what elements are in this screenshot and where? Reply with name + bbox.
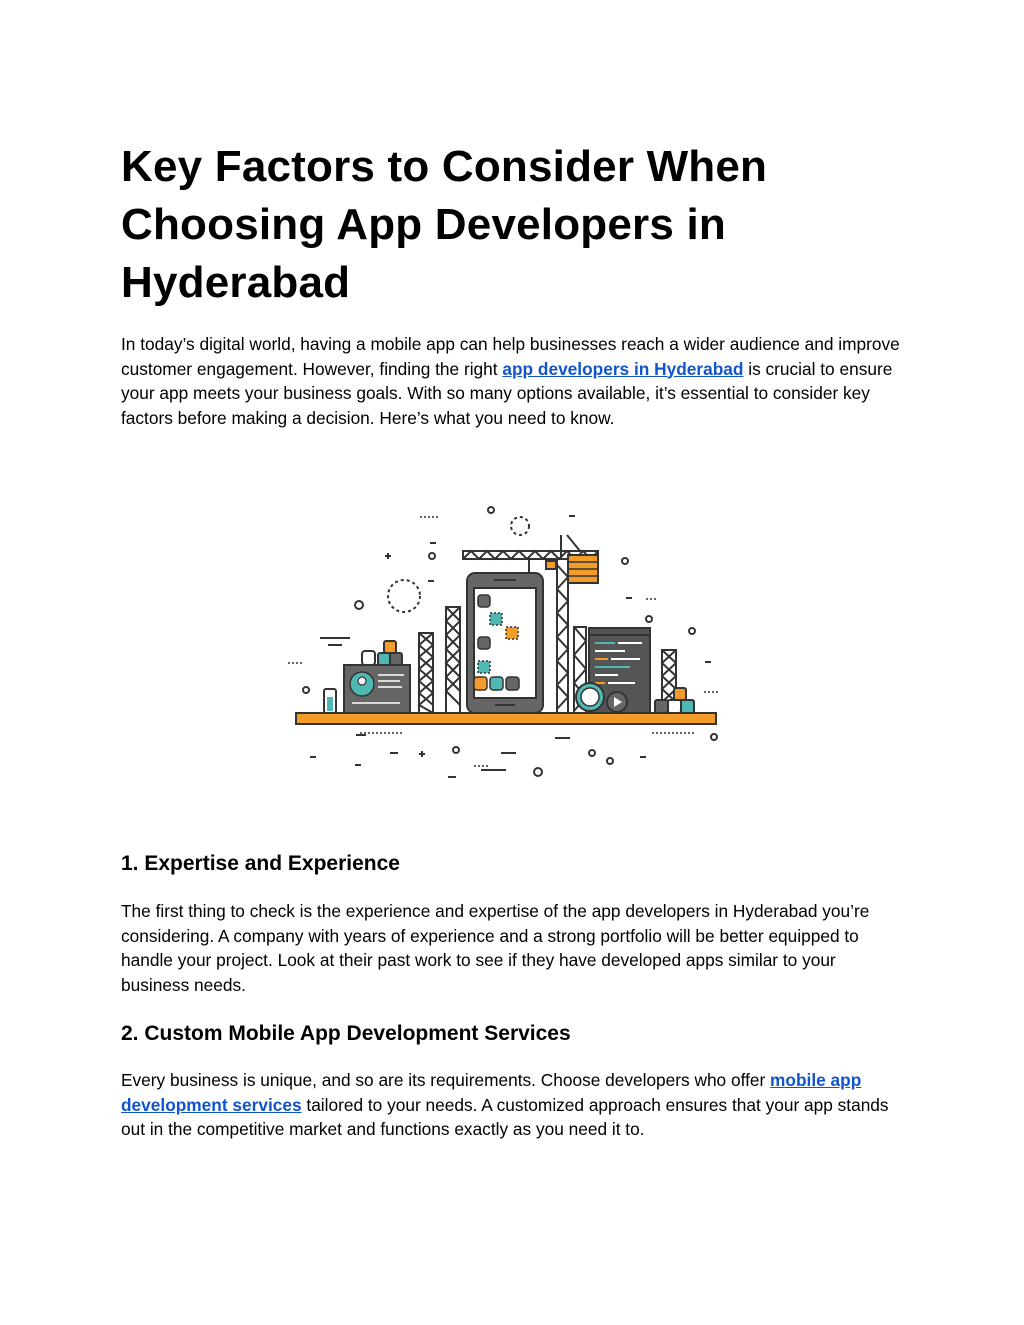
section-2-text-after-link: tailored to your needs. A customized approach ensures that your app stands out in the competitive market and functions exactly as you need it to. <box>121 1094 889 1139</box>
section-2-text-before-link: Every business is unique, and so are its requirements. Choose developers who offer <box>121 1070 771 1090</box>
app-developers-link[interactable]: app developers in Hyderabad <box>502 358 744 379</box>
intro-text-before-link: In today’s digital world, having a mobile app can help businesses reach a wider audience and improve customer engagement. However, finding the right <box>121 334 900 379</box>
section-1-heading: 1. Expertise and Experience <box>121 852 400 875</box>
intro-text-after-link: is crucial to ensure your app meets your business goals. With so many options available, it’s essential to consider key factors before making a decision. Here’s what you need to know. <box>121 358 893 428</box>
app-construction-illustration <box>280 495 740 795</box>
intro-paragraph <box>121 332 906 430</box>
section-2-heading: 2. Custom Mobile App Development Services <box>121 1022 571 1045</box>
section-2-paragraph <box>121 1068 906 1142</box>
mobile-app-development-services-link[interactable]: mobile app development services <box>121 1070 862 1115</box>
page-title: Key Factors to Consider When Choosing App Developers in Hyderabad <box>121 142 768 307</box>
section-1-paragraph: The first thing to check is the experience and expertise of the app developers in Hyderabad you’re considering. A company with years of experience and a strong portfolio will be better equipped to handle your project. Look at their past work to see if they have developed apps similar to your business needs. <box>121 901 870 995</box>
